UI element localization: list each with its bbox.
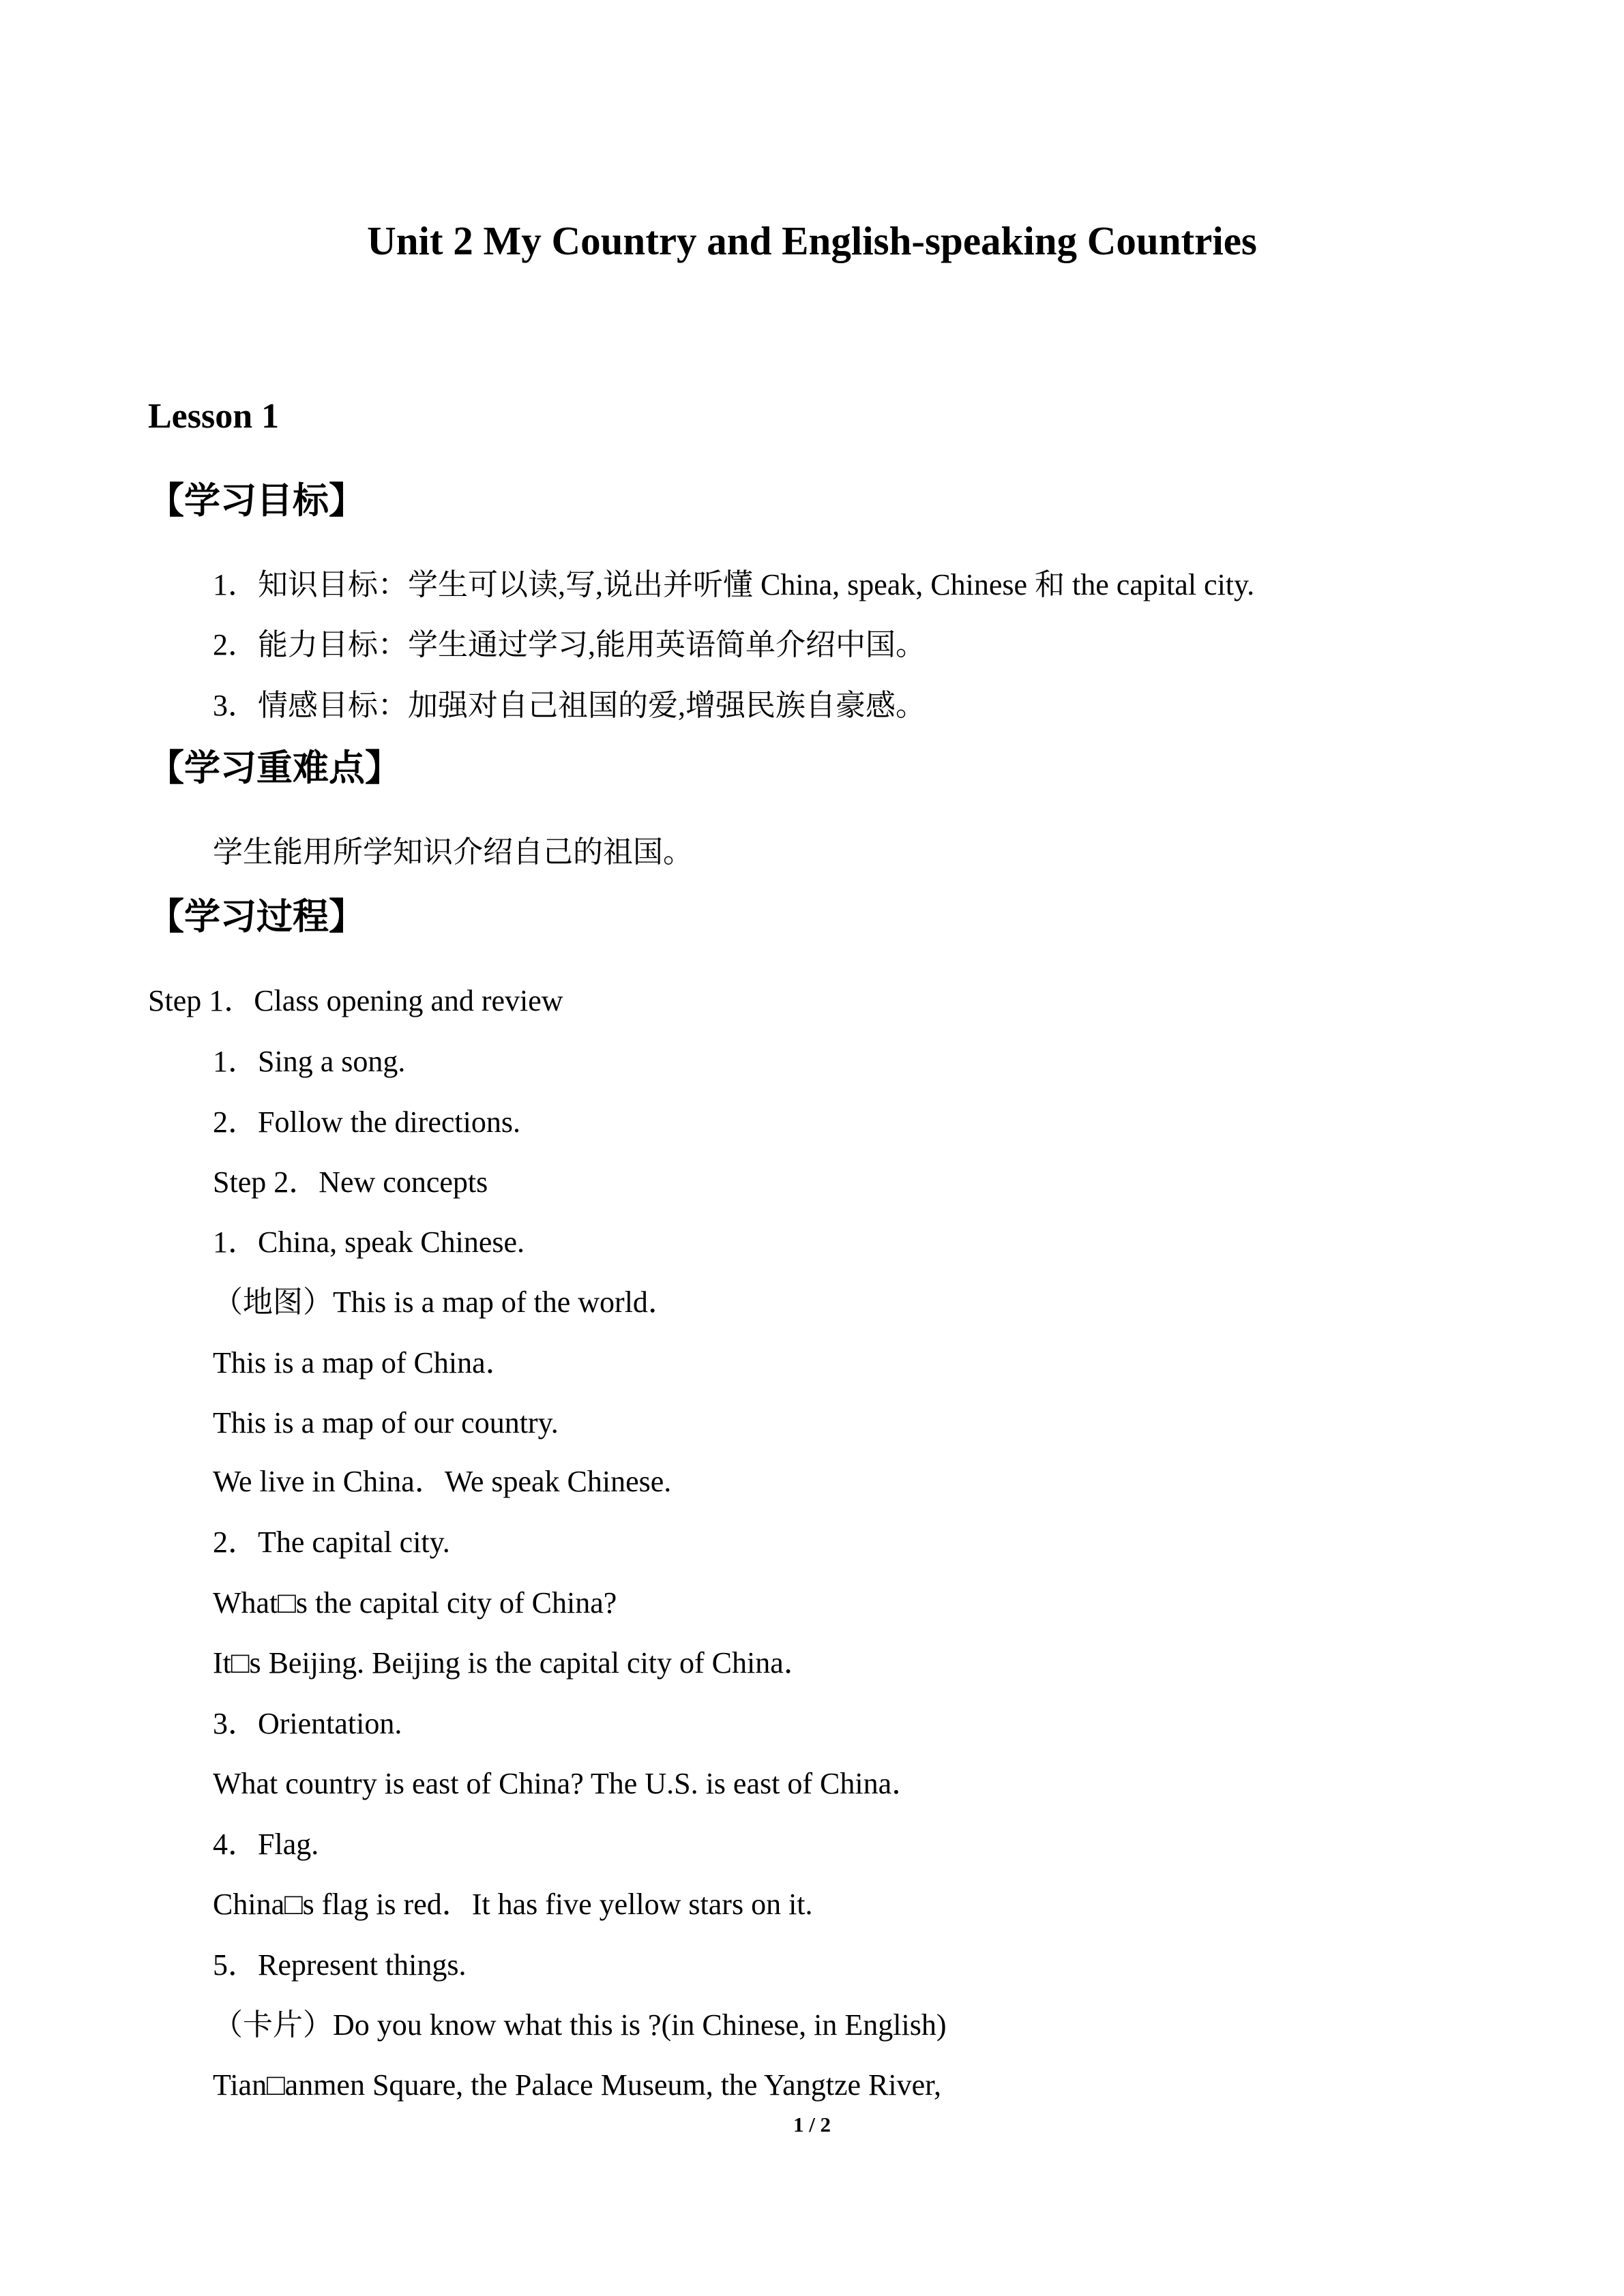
process-line: 3．Orientation. — [213, 1707, 402, 1740]
process-line: （卡片）Do you know what this is ?(in Chinese, in English) — [213, 2008, 947, 2042]
process-line: What country is east of China? The U.S. is east of China． — [213, 1767, 922, 1800]
key-points-heading: 【学习重难点】 — [148, 747, 401, 789]
process-line: Step 1．Class opening and review — [148, 984, 563, 1017]
process-line: 5．Represent things. — [213, 1948, 467, 1982]
process-heading: 【学习过程】 — [148, 896, 365, 938]
process-line: 1．China, speak Chinese. — [213, 1225, 525, 1259]
process-line: 4．Flag. — [213, 1828, 319, 1861]
process-line: 2．The capital city. — [213, 1525, 450, 1559]
process-line: 2．Follow the directions. — [213, 1105, 520, 1139]
page-title: Unit 2 My Country and English-speaking Countries — [367, 218, 1257, 263]
process-line: It□s Beijing. Beijing is the capital city of China． — [213, 1646, 814, 1680]
process-line: Tian□anmen Square, the Palace Museum, the Yangtze River, — [213, 2068, 941, 2102]
process-line: 1．Sing a song. — [213, 1045, 406, 1078]
process-line: This is a map of our country. — [213, 1406, 559, 1440]
process-line: （地图）This is a map of the world． — [213, 1285, 678, 1319]
process-line: We live in China．We speak Chinese. — [213, 1465, 672, 1498]
process-line: This is a map of China． — [213, 1346, 516, 1380]
objectives-heading: 【学习目标】 — [148, 480, 365, 522]
page-number: 1 / 2 — [793, 2113, 831, 2136]
objective-item: 2．能力目标：学生通过学习,能用英语简单介绍中国。 — [213, 628, 926, 661]
lesson-heading: Lesson 1 — [148, 397, 280, 436]
objective-item: 3．情感目标：加强对自己祖国的爱,增强民族自豪感。 — [213, 689, 926, 722]
key-points-text: 学生能用所学知识介绍自己的祖国。 — [213, 835, 693, 869]
objective-item: 1．知识目标：学生可以读,写,说出并听懂 China, speak, Chinese 和 the capital city. — [213, 568, 1255, 601]
process-line: What□s the capital city of China? — [213, 1586, 617, 1620]
process-line: Step 2．New concepts — [213, 1165, 488, 1199]
process-line: China□s flag is red．It has five yellow stars on it. — [213, 1888, 813, 1921]
